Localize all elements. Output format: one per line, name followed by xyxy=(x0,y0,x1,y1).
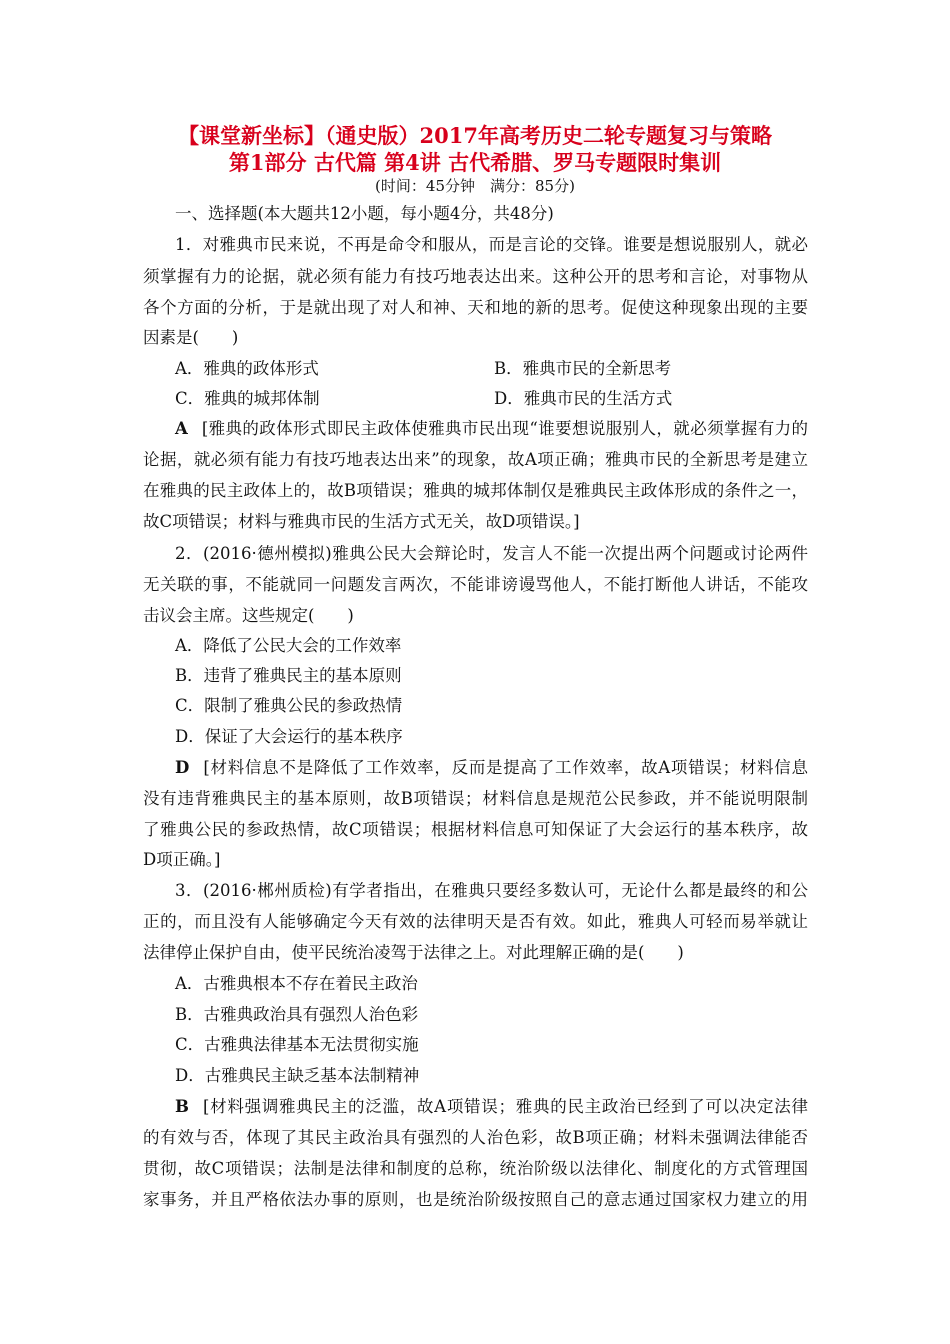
question-1-option-d: D．雅典市民的生活方式 xyxy=(494,389,673,408)
question-3-answer-line: 贯彻，故C项错误；法制是法律和制度的总称，统治阶级以法律化、制度化的方式管理国 xyxy=(143,1159,808,1178)
answer-letter: D xyxy=(175,758,190,777)
question-3-answer-line: 的有效与否，体现了其民主政治具有强烈的人治色彩，故B项正确；材料未强调法律能否 xyxy=(143,1128,808,1147)
document-title-line1: 【课堂新坐标】（通史版）2017年高考历史二轮专题复习与策略 xyxy=(178,123,772,148)
question-3-answer xyxy=(175,1096,808,1118)
question-2-option-c: C．限制了雅典公民的参政热情 xyxy=(175,696,403,715)
question-1-line: 因素是( ) xyxy=(143,328,239,347)
question-2-line: 击议会主席。这些规定( ) xyxy=(143,606,354,625)
answer-text: [材料信息不是降低了工作效率，反而是提高了工作效率，故A项错误；材料信息 xyxy=(203,758,808,777)
question-2-option-a: A．降低了公民大会的工作效率 xyxy=(175,636,402,655)
question-2-option-d: D．保证了大会运行的基本秩序 xyxy=(175,727,403,746)
question-1-answer xyxy=(175,418,808,440)
answer-text: [材料强调雅典民主的泛滥，故A项错误；雅典的民主政治已经到了可以决定法律 xyxy=(202,1097,808,1116)
question-2-line: 2．(2016·德州模拟)雅典公民大会辩论时，发言人不能一次提出两个问题或讨论两件 xyxy=(175,544,808,563)
question-1-answer-line: 在雅典的民主政体上的，故B项错误；雅典的城邦体制仅是雅典民主政体形成的条件之一， xyxy=(143,481,808,500)
question-3-line: 正的，而且没有人能够确定今天有效的法律明天是否有效。如此，雅典人可轻而易举就让 xyxy=(143,912,808,931)
question-1-line: 须掌握有力的论据，就必须有能力有技巧地表达出来。这种公开的思考和言论，对事物从 xyxy=(143,267,808,286)
question-3-option-c: C．古雅典法律基本无法贯彻实施 xyxy=(175,1035,419,1054)
question-1-option-b: B．雅典市民的全新思考 xyxy=(494,359,672,378)
question-3-answer-line: 家事务，并且严格依法办事的原则，也是统治阶级按照自己的意志通过国家权力建立的用 xyxy=(143,1190,808,1209)
question-3-option-d: D．古雅典民主缺乏基本法制精神 xyxy=(175,1066,420,1085)
question-1-answer-line: 故C项错误；材料与雅典市民的生活方式无关，故D项错误。] xyxy=(143,512,580,531)
answer-text: [雅典的政体形式即民主政体使雅典市民出现“谁要想说服别人，就必须掌握有力的 xyxy=(201,419,808,438)
question-3-line: 法律停止保护自由，使平民统治凌驾于法律之上。对此理解正确的是( ) xyxy=(143,943,684,962)
question-1-line: 1．对雅典市民来说，不再是命令和服从，而是言论的交锋。谁要是想说服别人，就必 xyxy=(175,235,808,254)
question-2-line: 无关联的事，不能就同一问题发言两次，不能诽谤谩骂他人，不能打断他人讲话，不能攻 xyxy=(143,575,808,594)
question-2-answer-line: 没有违背雅典民主的基本原则，故B项错误；材料信息是规范公民参政，并不能说明限制 xyxy=(143,789,808,808)
question-2-answer-line: 了雅典公民的参政热情，故C项错误；根据材料信息可知保证了大会运行的基本秩序，故 xyxy=(143,820,808,839)
question-1-answer-line: 论据，就必须有能力有技巧地表达出来”的现象，故A项正确；雅典市民的全新思考是建立 xyxy=(143,450,808,469)
question-3-option-a: A．古雅典根本不存在着民主政治 xyxy=(175,974,418,993)
section-heading: 一、选择题(本大题共12小题，每小题4分，共48分) xyxy=(175,204,554,223)
question-1-option-a: A．雅典的政体形式 xyxy=(175,359,319,378)
question-1-line: 各个方面的分析，于是就出现了对人和神、天和地的新的思考。促使这种现象出现的主要 xyxy=(143,298,808,317)
document-title-line2: 第1部分 古代篇 第4讲 古代希腊、罗马专题限时集训 xyxy=(228,150,722,175)
exam-time-score: (时间：45分钟 满分：85分) xyxy=(375,177,575,195)
question-2-option-b: B．违背了雅典民主的基本原则 xyxy=(175,666,402,685)
answer-letter: B xyxy=(175,1097,189,1116)
question-3-line: 3．(2016·郴州质检)有学者指出，在雅典只要经多数认可，无论什么都是最终的和公 xyxy=(175,881,808,900)
answer-letter: A xyxy=(175,419,188,438)
question-2-answer xyxy=(175,757,808,779)
question-3-option-b: B．古雅典政治具有强烈人治色彩 xyxy=(175,1005,419,1024)
question-2-answer-line: D项正确。] xyxy=(143,850,221,869)
question-1-option-c: C．雅典的城邦体制 xyxy=(175,389,320,408)
